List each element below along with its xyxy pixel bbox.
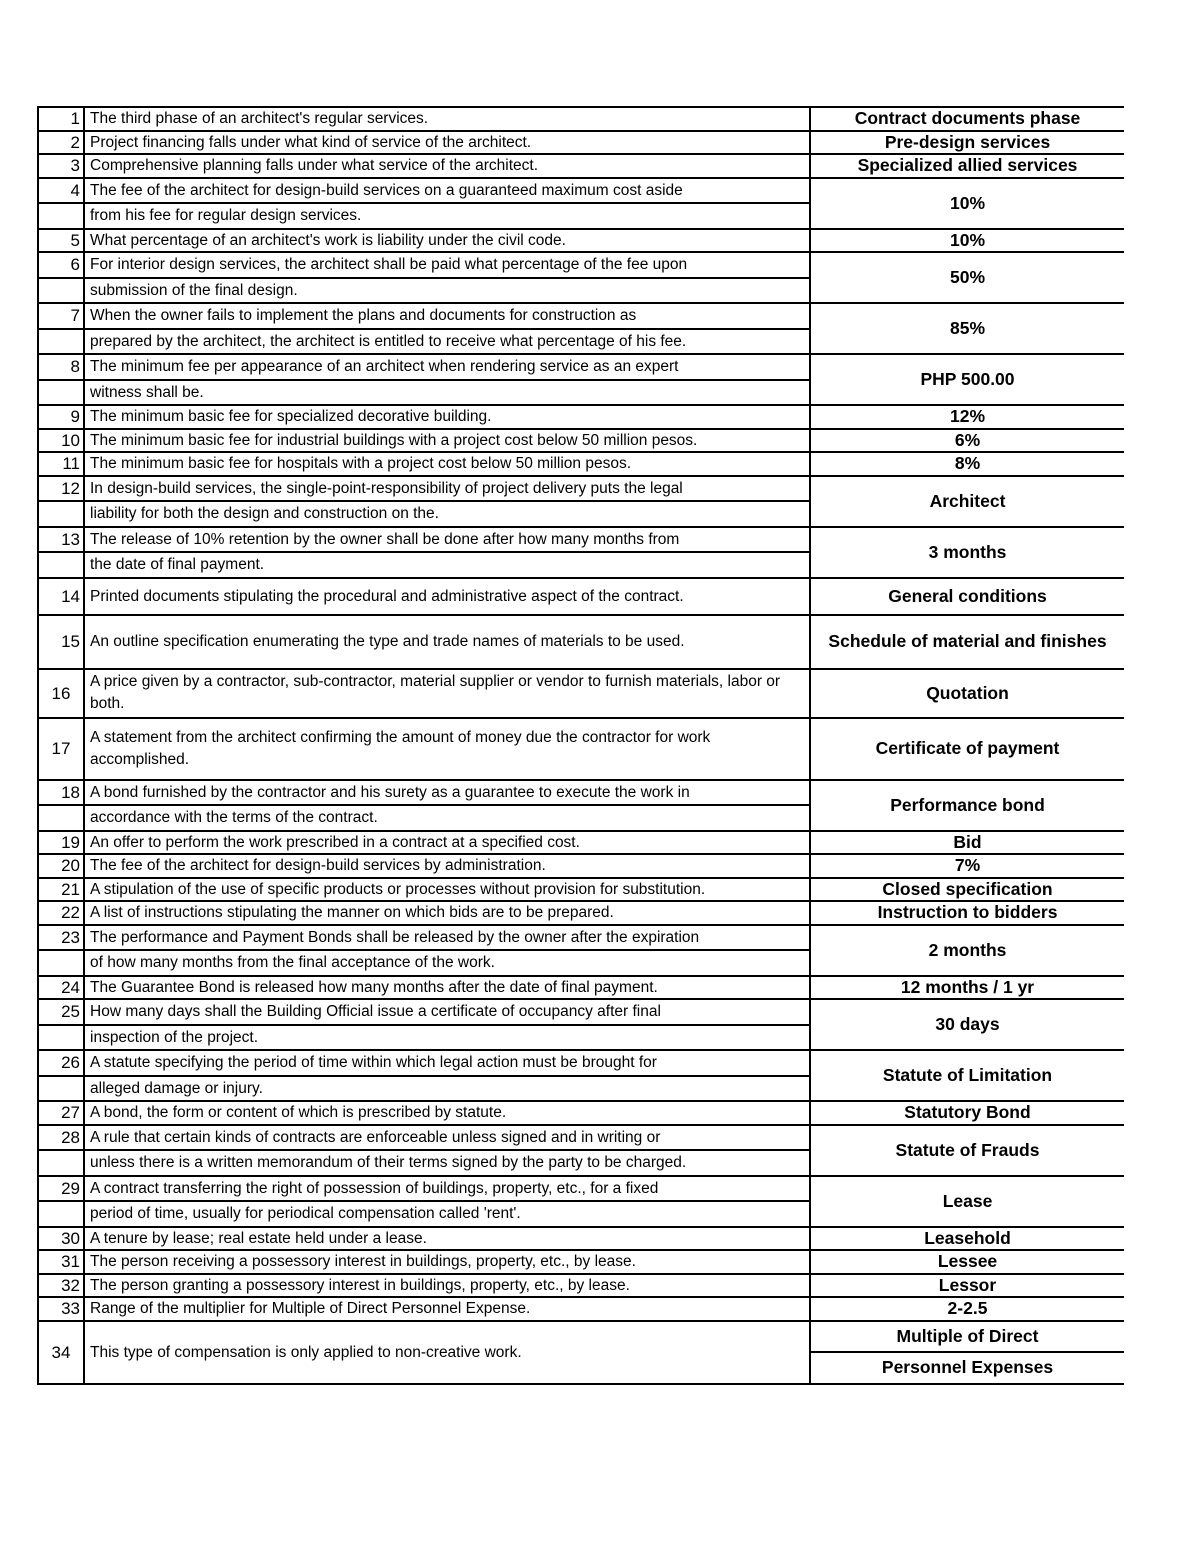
row-number: 19 [38, 831, 84, 855]
answer-text: Performance bond [810, 780, 1124, 831]
question-text: A list of instructions stipulating the manner on which bids are to be prepared. [84, 901, 810, 925]
row-number: 20 [38, 854, 84, 878]
answer-text: Multiple of Direct [810, 1321, 1124, 1353]
row-number: 34 [38, 1321, 84, 1384]
table-row [38, 354, 1124, 380]
row-number: 29 [38, 1176, 84, 1202]
table-row [38, 831, 1124, 855]
question-text: prepared by the architect, the architect is entitled to receive what percentage of his fee. [84, 329, 810, 355]
question-text: The minimum fee per appearance of an architect when rendering service as an expert [84, 354, 810, 380]
answer-text: Lessor [810, 1274, 1124, 1298]
table-row [38, 1297, 1124, 1321]
answer-text: Statutory Bond [810, 1101, 1124, 1125]
row-number-empty [38, 203, 84, 229]
question-text: The fee of the architect for design-build services on a guaranteed maximum cost aside [84, 178, 810, 204]
row-number: 7 [38, 303, 84, 329]
question-text: A price given by a contractor, sub-contractor, material supplier or vendor to furnish materials, labor or both. [84, 669, 810, 718]
answer-text: 85% [810, 303, 1124, 354]
answer-text: PHP 500.00 [810, 354, 1124, 405]
table-row [38, 1176, 1124, 1202]
row-number: 9 [38, 405, 84, 429]
table-row [38, 1050, 1124, 1076]
question-text: A bond furnished by the contractor and his surety as a guarantee to execute the work in [84, 780, 810, 806]
question-text: A contract transferring the right of possession of buildings, property, etc., for a fixed [84, 1176, 810, 1202]
table-row [38, 107, 1124, 131]
row-number: 11 [38, 452, 84, 476]
answer-text: 30 days [810, 999, 1124, 1050]
row-number-empty [38, 278, 84, 304]
question-text: alleged damage or injury. [84, 1076, 810, 1102]
answer-text: 2-2.5 [810, 1297, 1124, 1321]
table-row [38, 1250, 1124, 1274]
row-number: 1 [38, 107, 84, 131]
question-text: from his fee for regular design services. [84, 203, 810, 229]
row-number: 5 [38, 229, 84, 253]
table-row [38, 252, 1124, 278]
table-row [38, 1101, 1124, 1125]
question-text: A statute specifying the period of time within which legal action must be brought for [84, 1050, 810, 1076]
row-number: 33 [38, 1297, 84, 1321]
table-row [38, 452, 1124, 476]
answer-text: Instruction to bidders [810, 901, 1124, 925]
question-text: What percentage of an architect's work is liability under the civil code. [84, 229, 810, 253]
row-number: 18 [38, 780, 84, 806]
question-text: The minimum basic fee for specialized decorative building. [84, 405, 810, 429]
answer-text: Statute of Limitation [810, 1050, 1124, 1101]
question-text: The minimum basic fee for industrial buildings with a project cost below 50 million pesos. [84, 429, 810, 453]
question-text: period of time, usually for periodical compensation called 'rent'. [84, 1201, 810, 1227]
answer-text: 12 months / 1 yr [810, 976, 1124, 1000]
row-number: 10 [38, 429, 84, 453]
table-row [38, 229, 1124, 253]
question-text: A bond, the form or content of which is prescribed by statute. [84, 1101, 810, 1125]
answer-text: Statute of Frauds [810, 1125, 1124, 1176]
answer-text: Lessee [810, 1250, 1124, 1274]
row-number-empty [38, 552, 84, 578]
answer-text: 12% [810, 405, 1124, 429]
row-number: 32 [38, 1274, 84, 1298]
row-number: 6 [38, 252, 84, 278]
answer-text: Lease [810, 1176, 1124, 1227]
answer-text: Schedule of material and finishes [810, 615, 1124, 669]
table-row [38, 901, 1124, 925]
reference-table [37, 106, 1124, 1385]
question-text: An outline specification enumerating the type and trade names of materials to be used. [84, 615, 810, 669]
table-row [38, 527, 1124, 553]
row-number: 25 [38, 999, 84, 1025]
question-text: Range of the multiplier for Multiple of Direct Personnel Expense. [84, 1297, 810, 1321]
question-text: of how many months from the final acceptance of the work. [84, 950, 810, 976]
question-text: An offer to perform the work prescribed in a contract at a specified cost. [84, 831, 810, 855]
question-text: The person receiving a possessory interest in buildings, property, etc., by lease. [84, 1250, 810, 1274]
question-text: liability for both the design and construction on the. [84, 501, 810, 527]
question-text: the date of final payment. [84, 552, 810, 578]
answer-text: Closed specification [810, 878, 1124, 902]
row-number: 27 [38, 1101, 84, 1125]
question-text: The performance and Payment Bonds shall be released by the owner after the expiration [84, 925, 810, 951]
question-text: The Guarantee Bond is released how many months after the date of final payment. [84, 976, 810, 1000]
row-number: 31 [38, 1250, 84, 1274]
row-number: 22 [38, 901, 84, 925]
answer-text: 8% [810, 452, 1124, 476]
answer-text: 50% [810, 252, 1124, 303]
table-row [38, 578, 1124, 615]
row-number: 28 [38, 1125, 84, 1151]
table-row [38, 976, 1124, 1000]
question-text: A tenure by lease; real estate held under a lease. [84, 1227, 810, 1251]
table-row [38, 178, 1124, 204]
row-number: 24 [38, 976, 84, 1000]
row-number-empty [38, 501, 84, 527]
table-row [38, 999, 1124, 1025]
row-number-empty [38, 1150, 84, 1176]
row-number: 16 [38, 669, 84, 718]
table-row [38, 476, 1124, 502]
row-number-empty [38, 950, 84, 976]
question-text: A stipulation of the use of specific products or processes without provision for substitution. [84, 878, 810, 902]
table-row [38, 1227, 1124, 1251]
table-row [38, 131, 1124, 155]
question-text: Comprehensive planning falls under what service of the architect. [84, 154, 810, 178]
answer-text: Bid [810, 831, 1124, 855]
table-row [38, 878, 1124, 902]
row-number-empty [38, 329, 84, 355]
question-text: The third phase of an architect's regular services. [84, 107, 810, 131]
question-text: In design-build services, the single-point-responsibility of project delivery puts the legal [84, 476, 810, 502]
answer-text: 10% [810, 178, 1124, 229]
question-text: submission of the final design. [84, 278, 810, 304]
answer-text: Certificate of payment [810, 718, 1124, 780]
table-row [38, 780, 1124, 806]
row-number-empty [38, 1201, 84, 1227]
question-text: The release of 10% retention by the owner shall be done after how many months from [84, 527, 810, 553]
answer-text: Personnel Expenses [810, 1352, 1124, 1384]
answer-text: 3 months [810, 527, 1124, 578]
table-row [38, 1274, 1124, 1298]
row-number: 30 [38, 1227, 84, 1251]
question-text: The person granting a possessory interest in buildings, property, etc., by lease. [84, 1274, 810, 1298]
answer-text: Specialized allied services [810, 154, 1124, 178]
table-row [38, 615, 1124, 669]
table-row [38, 303, 1124, 329]
question-text: unless there is a written memorandum of their terms signed by the party to be charged. [84, 1150, 810, 1176]
question-text: This type of compensation is only applied to non-creative work. [84, 1321, 810, 1384]
row-number: 23 [38, 925, 84, 951]
answer-text: Quotation [810, 669, 1124, 718]
row-number: 17 [38, 718, 84, 780]
table-row [38, 669, 1124, 718]
question-text: A rule that certain kinds of contracts are enforceable unless signed and in writing or [84, 1125, 810, 1151]
question-text: The minimum basic fee for hospitals with a project cost below 50 million pesos. [84, 452, 810, 476]
row-number: 21 [38, 878, 84, 902]
row-number: 26 [38, 1050, 84, 1076]
question-text: Project financing falls under what kind of service of the architect. [84, 131, 810, 155]
row-number-empty [38, 805, 84, 831]
answer-text: 10% [810, 229, 1124, 253]
table-row [38, 925, 1124, 951]
question-text: accordance with the terms of the contract. [84, 805, 810, 831]
answer-text: Leasehold [810, 1227, 1124, 1251]
row-number: 3 [38, 154, 84, 178]
row-number: 13 [38, 527, 84, 553]
table-body [38, 107, 1124, 1384]
row-number-empty [38, 1025, 84, 1051]
answer-text: Architect [810, 476, 1124, 527]
answer-text: Pre-design services [810, 131, 1124, 155]
table-row [38, 405, 1124, 429]
table-row [38, 1321, 1124, 1353]
question-text: The fee of the architect for design-build services by administration. [84, 854, 810, 878]
table-row [38, 1125, 1124, 1151]
question-text: witness shall be. [84, 380, 810, 406]
question-text: For interior design services, the architect shall be paid what percentage of the fee upon [84, 252, 810, 278]
question-text: When the owner fails to implement the plans and documents for construction as [84, 303, 810, 329]
question-text: A statement from the architect confirming the amount of money due the contractor for work accomplished. [84, 718, 810, 780]
table-row [38, 429, 1124, 453]
row-number: 4 [38, 178, 84, 204]
row-number-empty [38, 1076, 84, 1102]
question-text: Printed documents stipulating the procedural and administrative aspect of the contract. [84, 578, 810, 615]
table-row [38, 154, 1124, 178]
row-number: 8 [38, 354, 84, 380]
question-text: inspection of the project. [84, 1025, 810, 1051]
row-number: 2 [38, 131, 84, 155]
table-row [38, 718, 1124, 780]
table-row [38, 854, 1124, 878]
row-number: 14 [38, 578, 84, 615]
answer-text: 7% [810, 854, 1124, 878]
answer-text: 6% [810, 429, 1124, 453]
answer-text: Contract documents phase [810, 107, 1124, 131]
row-number-empty [38, 380, 84, 406]
question-text: How many days shall the Building Official issue a certificate of occupancy after final [84, 999, 810, 1025]
answer-text: 2 months [810, 925, 1124, 976]
row-number: 12 [38, 476, 84, 502]
row-number: 15 [38, 615, 84, 669]
answer-text: General conditions [810, 578, 1124, 615]
